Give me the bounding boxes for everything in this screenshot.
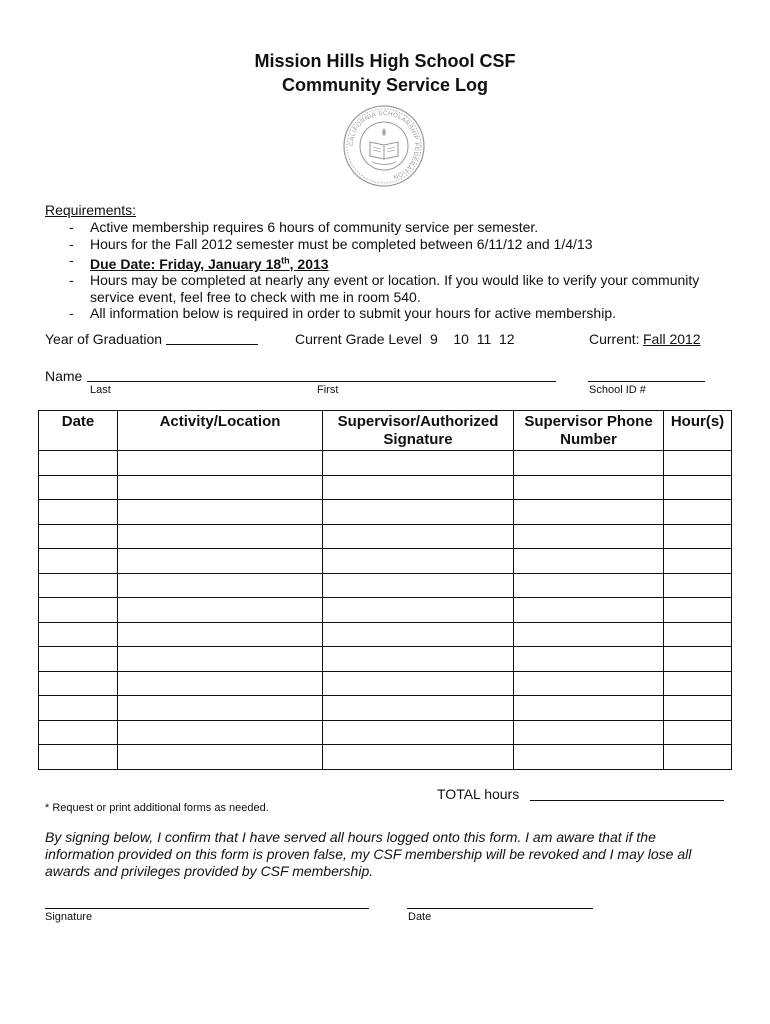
activity-column-header: Activity/Location bbox=[118, 411, 323, 451]
signature-cell[interactable] bbox=[323, 745, 514, 770]
year-of-graduation-field[interactable] bbox=[166, 344, 258, 345]
requirement-item: - Hours for the Fall 2012 semester must be completed between 6/11/12 and 1/4/13 bbox=[69, 235, 593, 252]
requirement-due-date: - Due Date: Friday, January 18th, 2013 bbox=[69, 252, 329, 272]
activity-cell[interactable] bbox=[118, 720, 323, 745]
date-cell[interactable] bbox=[39, 573, 118, 598]
current-term-label: Current: bbox=[589, 331, 640, 347]
hours-cell[interactable] bbox=[664, 696, 732, 721]
certification-statement: By signing below, I confirm that I have served all hours logged onto this form. I am aware that if the information provided on this form is proven false, my CSF membership will be revoked and I may lose all awards and privileges provided by CSF membership. bbox=[45, 829, 692, 879]
phone-column-header: Supervisor Phone Number bbox=[514, 411, 664, 451]
hours-cell[interactable] bbox=[664, 647, 732, 672]
table-row bbox=[39, 647, 732, 672]
hours-cell[interactable] bbox=[664, 500, 732, 525]
hours-cell[interactable] bbox=[664, 451, 732, 476]
hours-cell[interactable] bbox=[664, 475, 732, 500]
activity-cell[interactable] bbox=[118, 696, 323, 721]
requirements-list bbox=[60, 219, 710, 322]
page-title-line2: Community Service Log bbox=[281, 75, 489, 95]
table-row bbox=[39, 573, 732, 598]
table-row bbox=[39, 622, 732, 647]
hours-cell[interactable] bbox=[664, 524, 732, 549]
date-caption: Date bbox=[408, 911, 432, 923]
phone-cell[interactable] bbox=[514, 720, 664, 745]
hours-cell[interactable] bbox=[664, 598, 732, 623]
activity-cell[interactable] bbox=[118, 549, 323, 574]
table-row bbox=[39, 549, 732, 574]
date-cell[interactable] bbox=[39, 475, 118, 500]
seal-text: CALIFORNIA SCHOLARSHIP FEDERATION bbox=[347, 109, 421, 181]
signature-field[interactable] bbox=[45, 908, 369, 909]
signature-cell[interactable] bbox=[323, 671, 514, 696]
grade-level-label: Current Grade Level bbox=[295, 331, 422, 347]
hours-column-header: Hour(s) bbox=[664, 411, 732, 451]
hours-cell[interactable] bbox=[664, 573, 732, 598]
phone-cell[interactable] bbox=[514, 524, 664, 549]
activity-cell[interactable] bbox=[118, 451, 323, 476]
current-term-value: Fall 2012 bbox=[643, 331, 701, 347]
hours-cell[interactable] bbox=[664, 671, 732, 696]
table-row bbox=[39, 720, 732, 745]
table-row bbox=[39, 598, 732, 623]
signature-caption: Signature bbox=[45, 911, 93, 923]
total-hours-label: TOTAL hours bbox=[437, 786, 520, 802]
table-row bbox=[39, 451, 732, 476]
requirement-item: - Active membership requires 6 hours of community service per semester. bbox=[69, 219, 539, 235]
signature-cell[interactable] bbox=[323, 451, 514, 476]
signature-cell[interactable] bbox=[323, 573, 514, 598]
first-name-caption: First bbox=[317, 384, 339, 396]
phone-cell[interactable] bbox=[514, 647, 664, 672]
requirements-heading: Requirements: bbox=[45, 202, 137, 218]
table-header-row bbox=[39, 411, 732, 451]
table-row bbox=[39, 500, 732, 525]
phone-cell[interactable] bbox=[514, 671, 664, 696]
page-title-line1: Mission Hills High School CSF bbox=[254, 51, 516, 71]
phone-cell[interactable] bbox=[514, 451, 664, 476]
year-of-graduation-label: Year of Graduation bbox=[45, 331, 163, 347]
signature-cell[interactable] bbox=[323, 647, 514, 672]
table-row bbox=[39, 524, 732, 549]
activity-cell[interactable] bbox=[118, 500, 323, 525]
school-id-caption: School ID # bbox=[589, 384, 646, 396]
date-cell[interactable] bbox=[39, 745, 118, 770]
date-field[interactable] bbox=[407, 908, 593, 909]
signature-cell[interactable] bbox=[323, 475, 514, 500]
date-cell[interactable] bbox=[39, 549, 118, 574]
date-cell[interactable] bbox=[39, 524, 118, 549]
activity-cell[interactable] bbox=[118, 647, 323, 672]
activity-cell[interactable] bbox=[118, 573, 323, 598]
date-column-header: Date bbox=[39, 411, 118, 451]
signature-cell[interactable] bbox=[323, 720, 514, 745]
signature-cell[interactable] bbox=[323, 524, 514, 549]
name-label: Name bbox=[45, 368, 83, 384]
activity-cell[interactable] bbox=[118, 671, 323, 696]
date-cell[interactable] bbox=[39, 622, 118, 647]
phone-cell[interactable] bbox=[514, 696, 664, 721]
signature-cell[interactable] bbox=[323, 696, 514, 721]
hours-cell[interactable] bbox=[664, 745, 732, 770]
total-hours-field[interactable] bbox=[530, 800, 724, 801]
date-cell[interactable] bbox=[39, 598, 118, 623]
activity-cell[interactable] bbox=[118, 622, 323, 647]
signature-cell[interactable] bbox=[323, 549, 514, 574]
table-row bbox=[39, 745, 732, 770]
requirement-item: - All information below is required in order to submit your hours for active membership. bbox=[69, 305, 617, 322]
phone-cell[interactable] bbox=[514, 622, 664, 647]
signature-cell[interactable] bbox=[323, 500, 514, 525]
signature-cell[interactable] bbox=[323, 598, 514, 623]
phone-cell[interactable] bbox=[514, 598, 664, 623]
last-name-caption: Last bbox=[90, 384, 111, 396]
phone-cell[interactable] bbox=[514, 500, 664, 525]
signature-cell[interactable] bbox=[323, 622, 514, 647]
grade-level-options[interactable]: 9 10 11 12 bbox=[430, 331, 515, 347]
hours-cell[interactable] bbox=[664, 622, 732, 647]
phone-cell[interactable] bbox=[514, 475, 664, 500]
date-cell[interactable] bbox=[39, 720, 118, 745]
date-cell[interactable] bbox=[39, 500, 118, 525]
date-cell[interactable] bbox=[39, 696, 118, 721]
school-id-field[interactable] bbox=[588, 381, 705, 382]
csf-seal-icon bbox=[342, 104, 426, 188]
date-cell[interactable] bbox=[39, 647, 118, 672]
signature-column-header: Supervisor/Authorized Signature bbox=[323, 411, 514, 451]
phone-cell[interactable] bbox=[514, 573, 664, 598]
table-row bbox=[39, 696, 732, 721]
activity-cell[interactable] bbox=[118, 475, 323, 500]
name-field[interactable] bbox=[87, 381, 556, 382]
table-row bbox=[39, 671, 732, 696]
activity-cell[interactable] bbox=[118, 745, 323, 770]
table-row bbox=[39, 475, 732, 500]
activity-cell[interactable] bbox=[118, 524, 323, 549]
date-cell[interactable] bbox=[39, 451, 118, 476]
activity-cell[interactable] bbox=[118, 598, 323, 623]
hours-cell[interactable] bbox=[664, 720, 732, 745]
requirement-item: - Hours may be completed at nearly any event or location. If you would like to verify your community service event, feel free to check with me in room 540. bbox=[69, 272, 700, 305]
date-cell[interactable] bbox=[39, 671, 118, 696]
hours-cell[interactable] bbox=[664, 549, 732, 574]
phone-cell[interactable] bbox=[514, 745, 664, 770]
phone-cell[interactable] bbox=[514, 549, 664, 574]
additional-forms-note: * Request or print additional forms as needed. bbox=[45, 802, 269, 814]
service-log-table bbox=[38, 410, 732, 770]
